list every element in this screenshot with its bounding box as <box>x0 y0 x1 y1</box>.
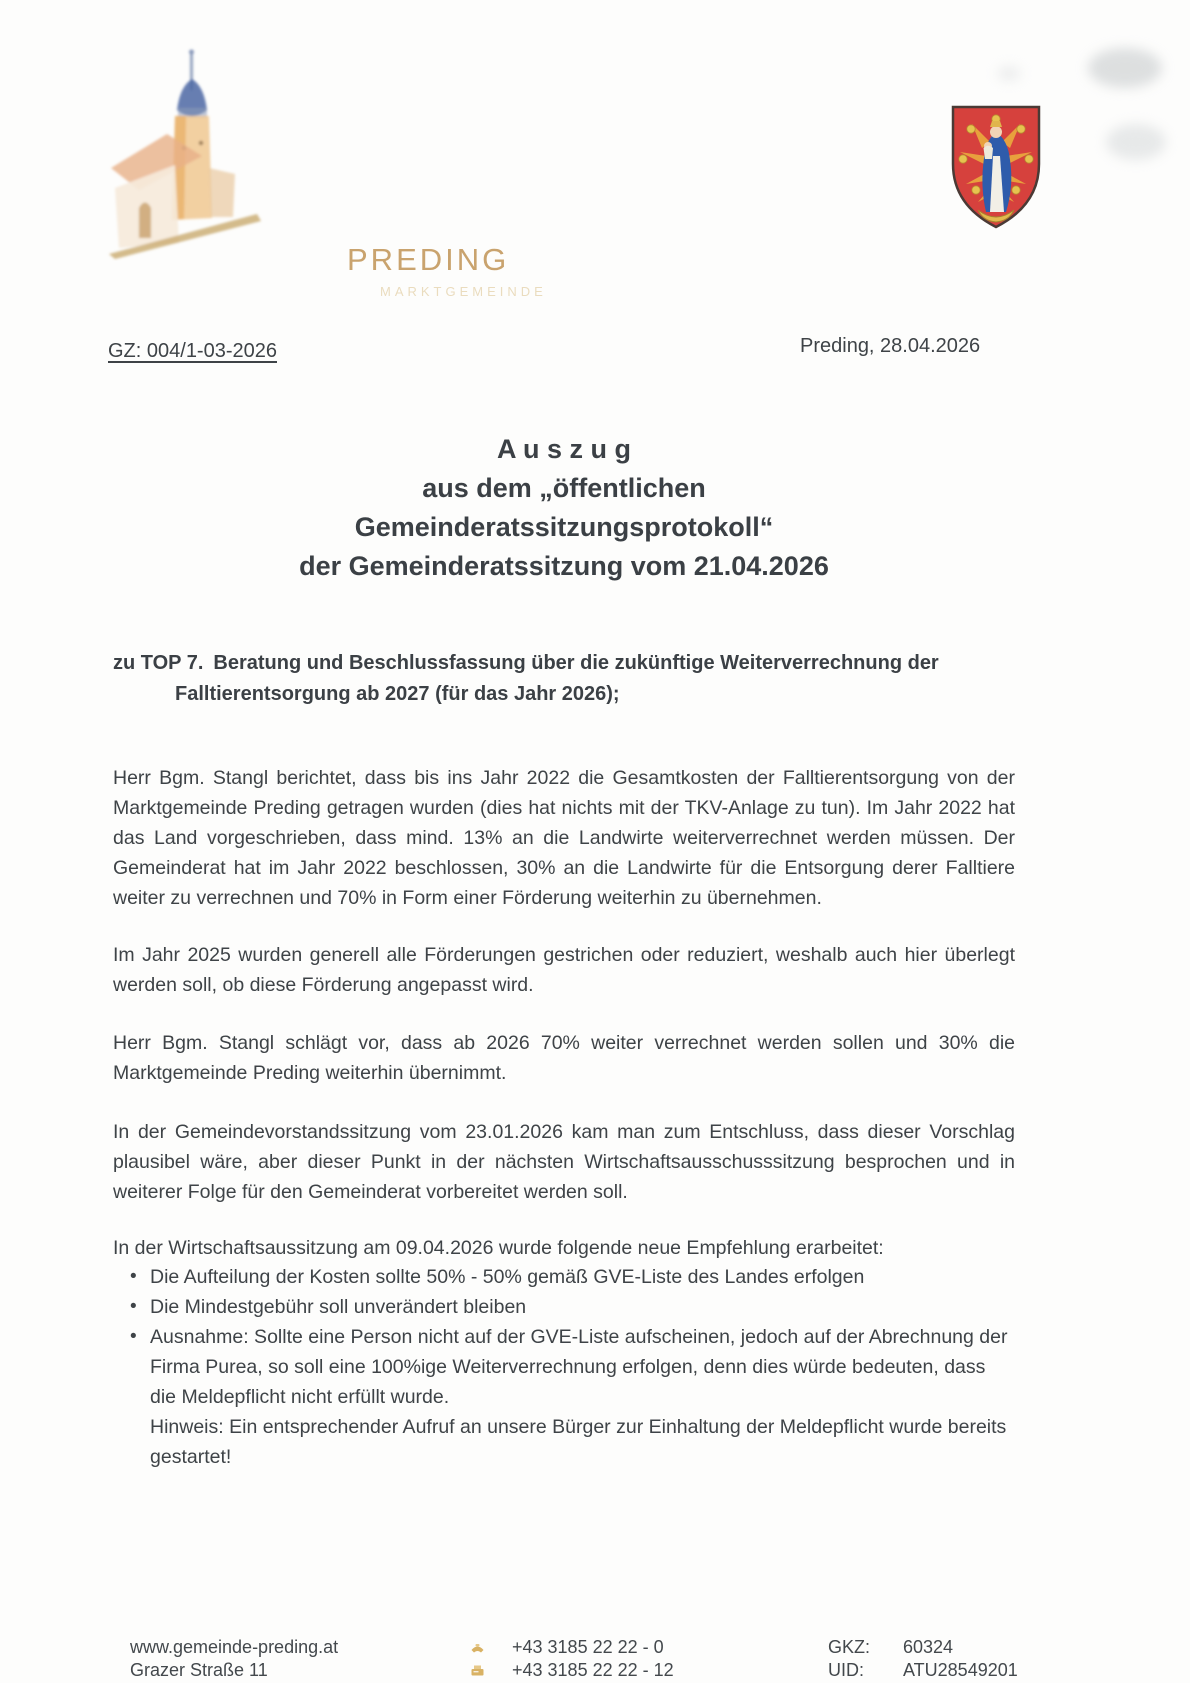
address-line: Grazer Straße 11 <box>130 1660 268 1680</box>
preding-coat-of-arms-icon <box>948 102 1044 232</box>
list-item-note: Hinweis: Ein entsprechender Aufruf an unsere Bürger zur Einhaltung der Meldepflicht wurde bereits gestartet! <box>150 1416 1007 1468</box>
scan-smudge <box>1106 124 1166 160</box>
phone-number: +43 3185 22 22 - 0 <box>512 1637 664 1657</box>
body-paragraph: In der Gemeindevorstandssitzung vom 23.01.2026 kam man zum Entschluss, dass dieser Vorschlag plausibel wäre, aber dieser Punkt in der nächsten Wirtschaftsausschusssitzung besprochen und in weiterer Folge für den Gemeinderat vorbereitet werden soll. <box>113 1121 1015 1203</box>
body-paragraph: Herr Bgm. Stangl schlägt vor, dass ab 2026 70% weiter verrechnet werden sollen und 30% die Marktgemeinde Preding weiterhin übernimmt. <box>113 1032 1015 1084</box>
gkz-value: 60324 <box>903 1637 954 1657</box>
place-date: Preding, 28.04.2026 <box>800 335 981 357</box>
scan-smudge <box>997 66 1021 81</box>
agenda-subject-heading <box>113 648 1085 710</box>
document-title <box>113 430 1015 586</box>
agenda-subject-line1: Beratung und Beschlussfassung über die zukünftige Weiterverrechnung der <box>213 652 939 674</box>
fax-number: +43 3185 22 22 - 12 <box>512 1660 674 1680</box>
list-item <box>113 1322 1015 1472</box>
recommendation-list <box>113 1262 1015 1472</box>
list-item <box>113 1262 1015 1292</box>
fax-icon <box>470 1663 485 1678</box>
website-text: www.gemeinde-preding.at <box>130 1637 339 1657</box>
uid-label: UID: <box>828 1660 864 1680</box>
uid-value: ATU28549201 <box>903 1660 1018 1680</box>
body-paragraph: Herr Bgm. Stangl berichtet, dass bis ins Jahr 2022 die Gesamtkosten der Falltierentsorgung von der Marktgemeinde Preding getragen wurden (dies hat nichts mit der TKV-Anlage zu tun). Im Jahr 2022 hat das Land vorgeschrieben, dass mind. 13% an die Landwirte weiterverrechnet werden müssen. Der Gemeinderat hat im Jahr 2022 beschlossen, 30% an die Landwirte für die Entsorgung derer Falltiere weiter zu verrechnen und 70% in Form einer Förderung weiterhin zu übernehmen. <box>113 767 1015 909</box>
logo-subtitle: MARKTGEMEINDE <box>380 284 547 299</box>
list-item-text: Ausnahme: Sollte eine Person nicht auf der GVE-Liste aufscheinen, jedoch auf der Abrechnung der Firma Purea, so soll eine 100%ige Weiterverrechnung erfolgen, denn dies würde bedeuten, dass die Meldepflicht nicht erfüllt wurde. <box>150 1326 1008 1408</box>
municipality-logo <box>105 46 547 299</box>
logo-wordmark: PREDING <box>347 242 510 277</box>
list-item-text: Die Aufteilung der Kosten sollte 50% - 50% gemäß GVE-Liste des Landes erfolgen <box>150 1266 865 1288</box>
phone-icon <box>470 1640 485 1655</box>
reference-number: GZ: 004/1-03-2026 <box>108 340 277 362</box>
recommendation-intro: In der Wirtschaftsaussitzung am 09.04.2026 wurde folgende neue Empfehlung erarbeitet: <box>113 1237 884 1259</box>
title-line-4: der Gemeinderatssitzung vom 21.04.2026 <box>299 551 829 581</box>
agenda-subject-line2: Falltierentsorgung ab 2027 (für das Jahr 2026); <box>175 683 620 705</box>
title-line-2: aus dem „öffentlichen <box>422 473 706 503</box>
body-paragraph: Im Jahr 2025 wurden generell alle Förderungen gestrichen oder reduziert, weshalb auch hier überlegt werden soll, ob diese Förderung angepasst wird. <box>113 944 1015 996</box>
title-line-3: Gemeinderatssitzungsprotokoll“ <box>354 512 774 542</box>
gkz-label: GKZ: <box>828 1637 871 1657</box>
scan-smudge <box>1088 48 1162 88</box>
list-item <box>113 1292 1015 1322</box>
agenda-item-number: zu TOP 7. <box>113 652 204 674</box>
title-line-1: A u s z u g <box>497 434 631 464</box>
list-item-text: Die Mindestgebühr soll unverändert bleiben <box>150 1296 527 1318</box>
church-watercolor-icon <box>105 46 285 261</box>
